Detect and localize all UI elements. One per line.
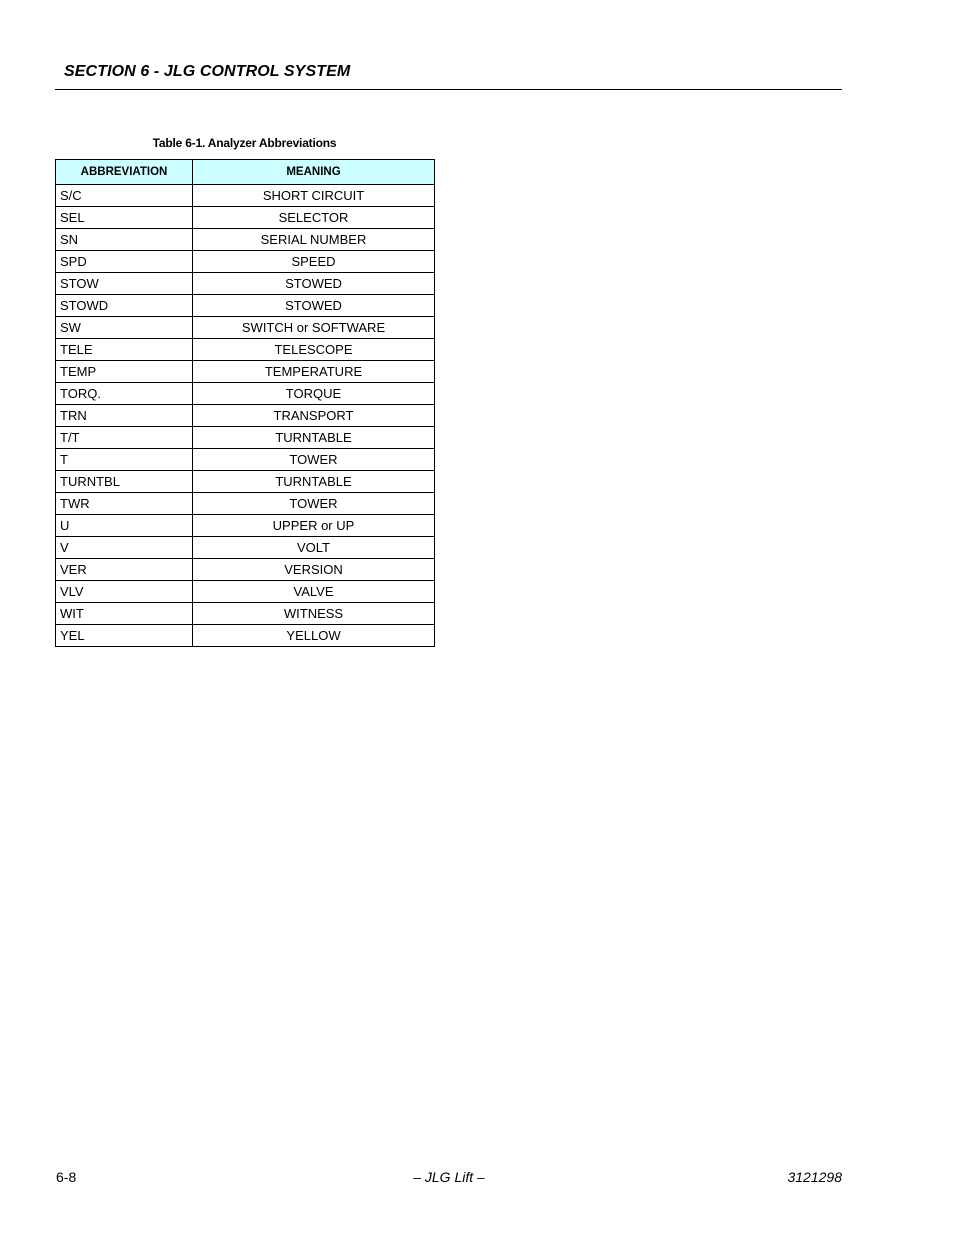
abbreviation-cell: TORQ. bbox=[56, 383, 193, 405]
table-row bbox=[56, 493, 435, 515]
table-row bbox=[56, 251, 435, 273]
abbreviation-cell: TWR bbox=[56, 493, 193, 515]
column-header-abbreviation: ABBREVIATION bbox=[56, 160, 193, 185]
abbreviation-cell: V bbox=[56, 537, 193, 559]
abbreviation-cell: TEMP bbox=[56, 361, 193, 383]
abbreviation-cell: WIT bbox=[56, 603, 193, 625]
meaning-cell: TOWER bbox=[193, 493, 435, 515]
meaning-cell: TRANSPORT bbox=[193, 405, 435, 427]
abbreviation-cell: SPD bbox=[56, 251, 193, 273]
table-row bbox=[56, 185, 435, 207]
table-header-row bbox=[56, 160, 435, 185]
meaning-cell: TEMPERATURE bbox=[193, 361, 435, 383]
footer-title: – JLG Lift – bbox=[413, 1169, 485, 1185]
table-row bbox=[56, 295, 435, 317]
abbreviation-cell: S/C bbox=[56, 185, 193, 207]
meaning-cell: STOWED bbox=[193, 273, 435, 295]
table-row bbox=[56, 207, 435, 229]
meaning-cell: WITNESS bbox=[193, 603, 435, 625]
abbreviation-cell: T/T bbox=[56, 427, 193, 449]
table-row bbox=[56, 339, 435, 361]
meaning-cell: TELESCOPE bbox=[193, 339, 435, 361]
table-row bbox=[56, 449, 435, 471]
meaning-cell: TURNTABLE bbox=[193, 471, 435, 493]
meaning-cell: SWITCH or SOFTWARE bbox=[193, 317, 435, 339]
abbreviations-table bbox=[55, 159, 435, 647]
table-row bbox=[56, 317, 435, 339]
document-number: 3121298 bbox=[787, 1169, 842, 1185]
meaning-cell: VALVE bbox=[193, 581, 435, 603]
table-caption: Table 6-1. Analyzer Abbreviations bbox=[152, 136, 337, 150]
meaning-cell: UPPER or UP bbox=[193, 515, 435, 537]
header-divider bbox=[55, 89, 842, 90]
meaning-cell: VOLT bbox=[193, 537, 435, 559]
table-row bbox=[56, 559, 435, 581]
abbreviation-cell: TELE bbox=[56, 339, 193, 361]
table-row bbox=[56, 471, 435, 493]
meaning-cell: SELECTOR bbox=[193, 207, 435, 229]
abbreviation-cell: SN bbox=[56, 229, 193, 251]
meaning-cell: TURNTABLE bbox=[193, 427, 435, 449]
table-row bbox=[56, 603, 435, 625]
abbreviation-cell: STOWD bbox=[56, 295, 193, 317]
meaning-cell: SHORT CIRCUIT bbox=[193, 185, 435, 207]
table-row bbox=[56, 383, 435, 405]
abbreviation-cell: TRN bbox=[56, 405, 193, 427]
abbreviation-cell: SW bbox=[56, 317, 193, 339]
abbreviation-cell: U bbox=[56, 515, 193, 537]
abbreviation-cell: STOW bbox=[56, 273, 193, 295]
section-title: SECTION 6 - JLG CONTROL SYSTEM bbox=[64, 63, 351, 80]
page-number: 6-8 bbox=[56, 1169, 77, 1185]
table-row bbox=[56, 581, 435, 603]
column-header-meaning: MEANING bbox=[193, 160, 435, 185]
table-row bbox=[56, 515, 435, 537]
table-row bbox=[56, 405, 435, 427]
meaning-cell: STOWED bbox=[193, 295, 435, 317]
table-row bbox=[56, 625, 435, 647]
table-row bbox=[56, 427, 435, 449]
table-row bbox=[56, 273, 435, 295]
abbreviation-cell: T bbox=[56, 449, 193, 471]
abbreviation-cell: VER bbox=[56, 559, 193, 581]
meaning-cell: TOWER bbox=[193, 449, 435, 471]
abbreviation-cell: TURNTBL bbox=[56, 471, 193, 493]
abbreviation-cell: SEL bbox=[56, 207, 193, 229]
abbreviation-cell: YEL bbox=[56, 625, 193, 647]
meaning-cell: SPEED bbox=[193, 251, 435, 273]
table-row bbox=[56, 229, 435, 251]
table-row bbox=[56, 537, 435, 559]
meaning-cell: SERIAL NUMBER bbox=[193, 229, 435, 251]
abbreviation-cell: VLV bbox=[56, 581, 193, 603]
table-row bbox=[56, 361, 435, 383]
meaning-cell: VERSION bbox=[193, 559, 435, 581]
meaning-cell: TORQUE bbox=[193, 383, 435, 405]
meaning-cell: YELLOW bbox=[193, 625, 435, 647]
table-body bbox=[56, 185, 435, 647]
